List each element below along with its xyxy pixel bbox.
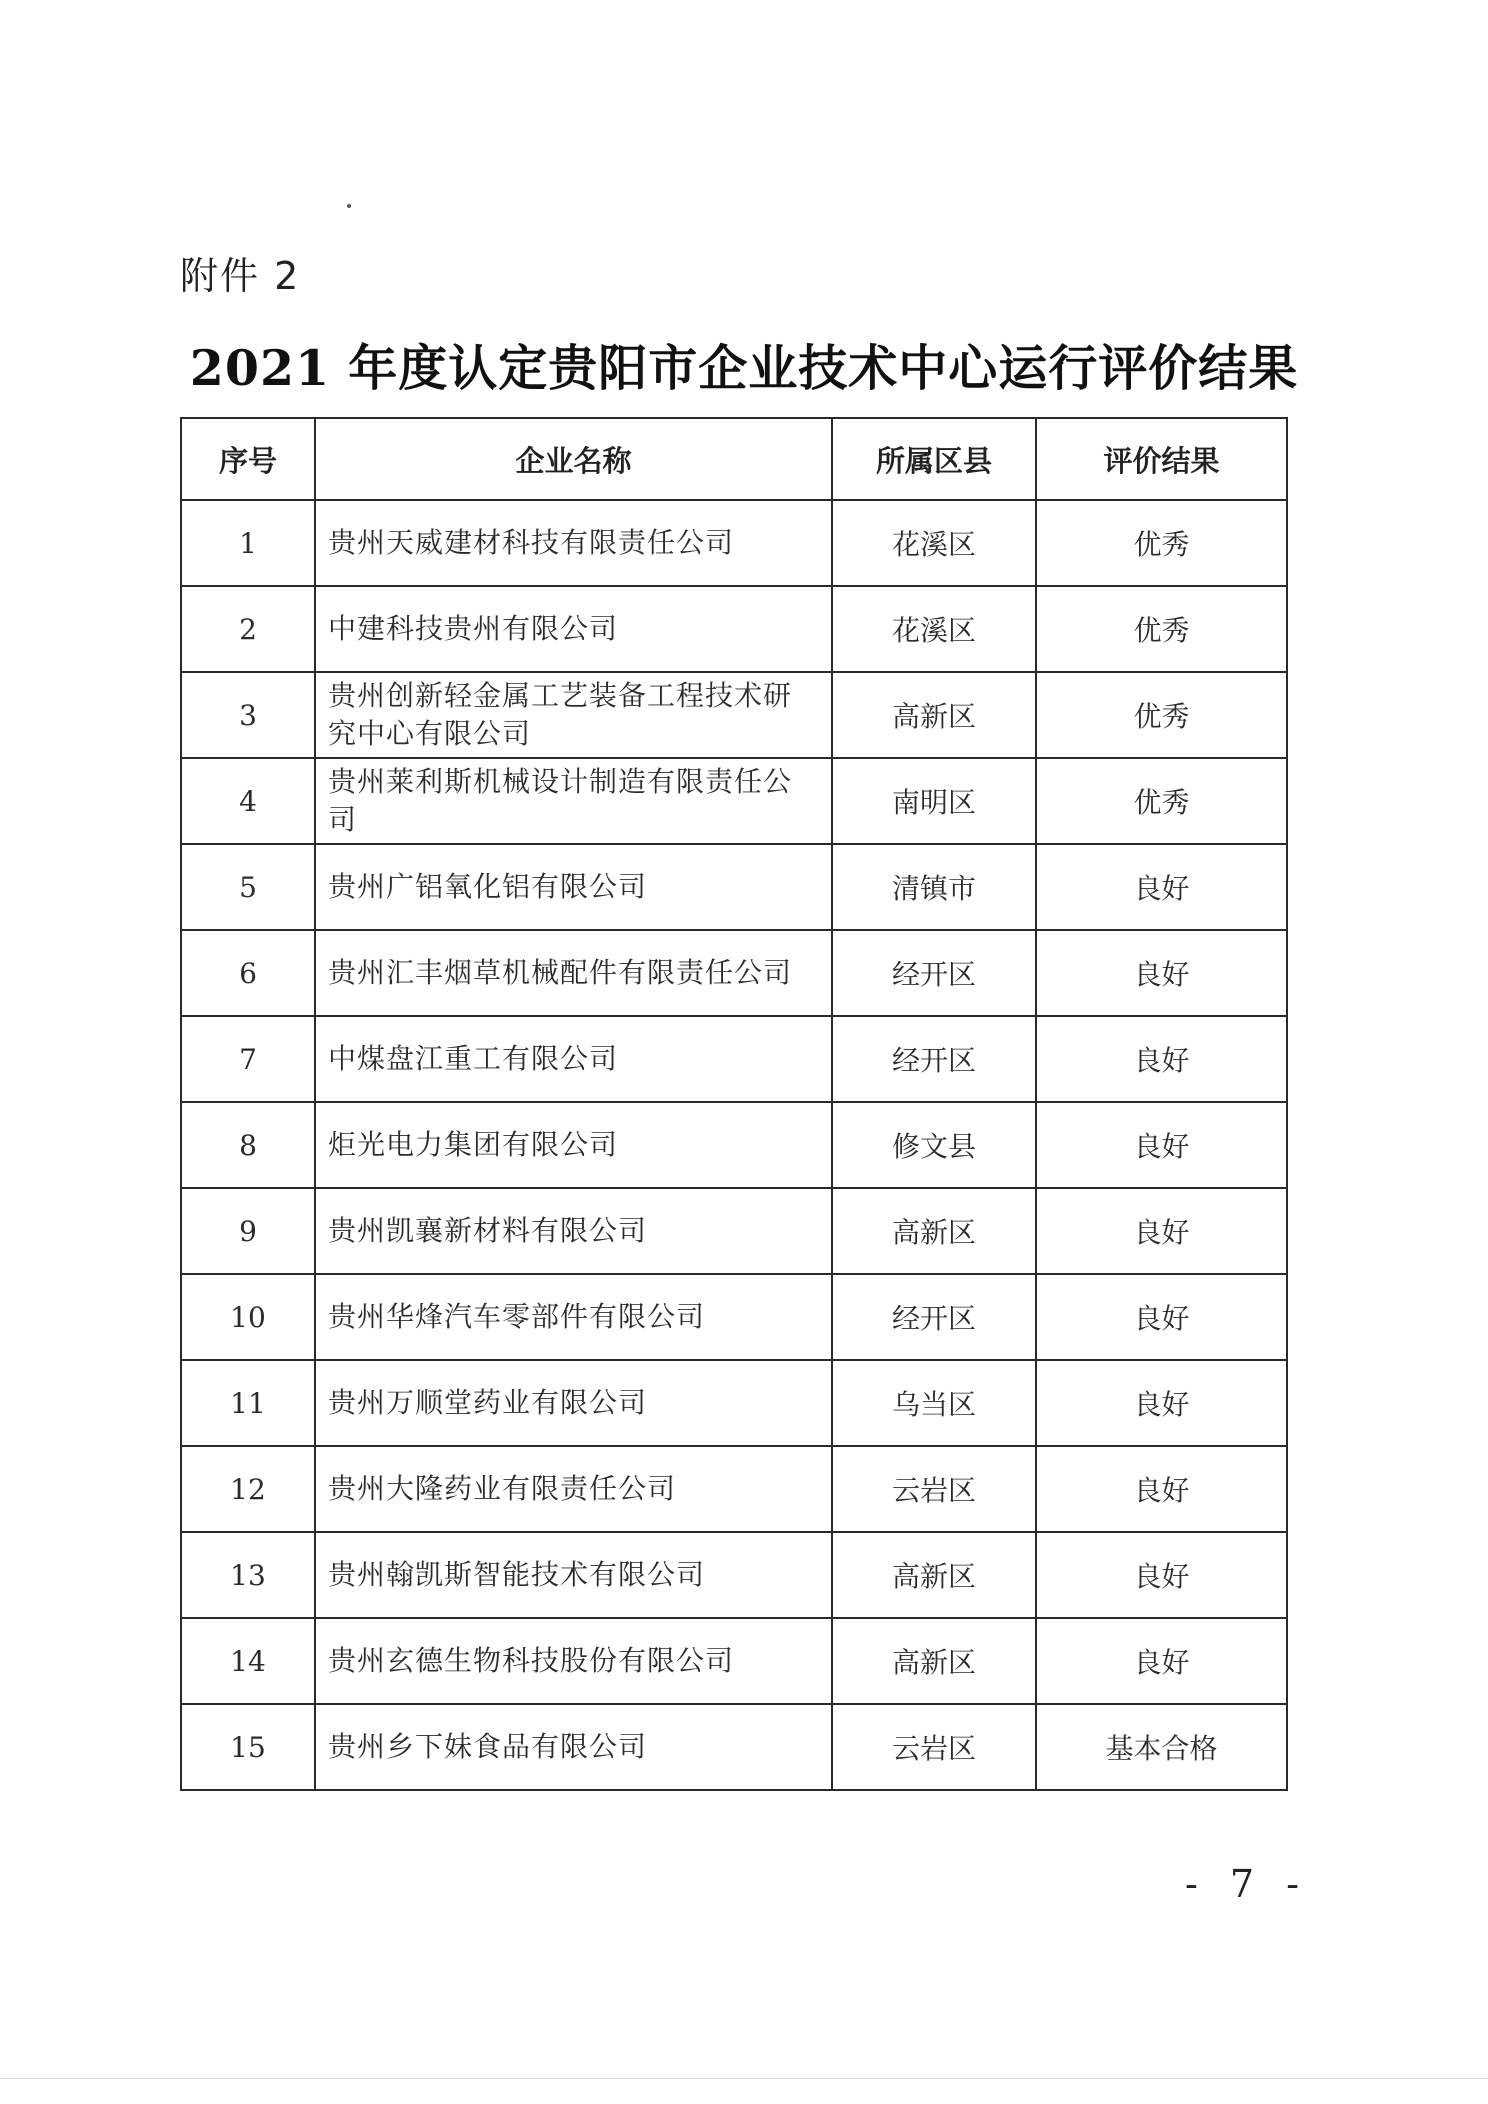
table-row xyxy=(181,1360,1287,1446)
district: 花溪区 xyxy=(832,586,1036,672)
table-row xyxy=(181,672,1287,758)
header-name: 企业名称 xyxy=(315,418,832,500)
company-name: 贵州万顺堂药业有限公司 xyxy=(315,1360,832,1446)
table-header-row xyxy=(181,418,1287,500)
company-name: 中建科技贵州有限公司 xyxy=(315,586,832,672)
district: 花溪区 xyxy=(832,500,1036,586)
row-number: 8 xyxy=(181,1102,315,1188)
row-number: 15 xyxy=(181,1704,315,1790)
table-row xyxy=(181,1016,1287,1102)
company-name: 贵州创新轻金属工艺装备工程技术研究中心有限公司 xyxy=(315,672,832,758)
row-number: 7 xyxy=(181,1016,315,1102)
table-row xyxy=(181,1274,1287,1360)
table-row xyxy=(181,844,1287,930)
table-row xyxy=(181,1532,1287,1618)
evaluation-result: 优秀 xyxy=(1036,500,1287,586)
evaluation-result: 良好 xyxy=(1036,1360,1287,1446)
company-name: 贵州天威建材科技有限责任公司 xyxy=(315,500,832,586)
district: 高新区 xyxy=(832,1532,1036,1618)
company-name: 贵州广铝氧化铝有限公司 xyxy=(315,844,832,930)
company-name: 中煤盘江重工有限公司 xyxy=(315,1016,832,1102)
table-row xyxy=(181,930,1287,1016)
company-name: 贵州华烽汽车零部件有限公司 xyxy=(315,1274,832,1360)
district: 经开区 xyxy=(832,930,1036,1016)
page-number: - 7 - xyxy=(1185,1862,1310,1906)
table-row xyxy=(181,1188,1287,1274)
district: 云岩区 xyxy=(832,1446,1036,1532)
company-name: 贵州大隆药业有限责任公司 xyxy=(315,1446,832,1532)
table-row xyxy=(181,1704,1287,1790)
results-table-container xyxy=(180,417,1286,1791)
evaluation-result: 良好 xyxy=(1036,1016,1287,1102)
table-row xyxy=(181,500,1287,586)
district: 乌当区 xyxy=(832,1360,1036,1446)
header-district: 所属区县 xyxy=(832,418,1036,500)
company-name: 贵州莱利斯机械设计制造有限责任公司 xyxy=(315,758,832,844)
table-body xyxy=(181,500,1287,1790)
results-table xyxy=(180,417,1288,1791)
table-row xyxy=(181,586,1287,672)
district: 云岩区 xyxy=(832,1704,1036,1790)
row-number: 10 xyxy=(181,1274,315,1360)
row-number: 5 xyxy=(181,844,315,930)
company-name: 贵州玄德生物科技股份有限公司 xyxy=(315,1618,832,1704)
header-result: 评价结果 xyxy=(1036,418,1287,500)
district: 高新区 xyxy=(832,672,1036,758)
company-name: 贵州汇丰烟草机械配件有限责任公司 xyxy=(315,930,832,1016)
company-name: 贵州乡下妹食品有限公司 xyxy=(315,1704,832,1790)
evaluation-result: 优秀 xyxy=(1036,586,1287,672)
page-title: 2021 年度认定贵阳市企业技术中心运行评价结果 xyxy=(189,339,1299,397)
district: 高新区 xyxy=(832,1188,1036,1274)
evaluation-result: 良好 xyxy=(1036,930,1287,1016)
header-no: 序号 xyxy=(181,418,315,500)
table-row xyxy=(181,1102,1287,1188)
district: 经开区 xyxy=(832,1274,1036,1360)
row-number: 14 xyxy=(181,1618,315,1704)
row-number: 11 xyxy=(181,1360,315,1446)
district: 修文县 xyxy=(832,1102,1036,1188)
row-number: 1 xyxy=(181,500,315,586)
district: 经开区 xyxy=(832,1016,1036,1102)
row-number: 12 xyxy=(181,1446,315,1532)
table-row xyxy=(181,758,1287,844)
company-name: 炬光电力集团有限公司 xyxy=(315,1102,832,1188)
evaluation-result: 良好 xyxy=(1036,844,1287,930)
evaluation-result: 良好 xyxy=(1036,1618,1287,1704)
evaluation-result: 优秀 xyxy=(1036,672,1287,758)
district: 清镇市 xyxy=(832,844,1036,930)
company-name: 贵州凯襄新材料有限公司 xyxy=(315,1188,832,1274)
company-name: 贵州翰凯斯智能技术有限公司 xyxy=(315,1532,832,1618)
scan-speck xyxy=(347,204,351,208)
evaluation-result: 基本合格 xyxy=(1036,1704,1287,1790)
evaluation-result: 良好 xyxy=(1036,1446,1287,1532)
district: 南明区 xyxy=(832,758,1036,844)
attachment-label: 附件 2 xyxy=(180,254,301,298)
evaluation-result: 优秀 xyxy=(1036,758,1287,844)
district: 高新区 xyxy=(832,1618,1036,1704)
row-number: 13 xyxy=(181,1532,315,1618)
evaluation-result: 良好 xyxy=(1036,1532,1287,1618)
table-row xyxy=(181,1618,1287,1704)
table-row xyxy=(181,1446,1287,1532)
scan-edge-line xyxy=(0,2078,1488,2079)
evaluation-result: 良好 xyxy=(1036,1102,1287,1188)
row-number: 6 xyxy=(181,930,315,1016)
row-number: 9 xyxy=(181,1188,315,1274)
evaluation-result: 良好 xyxy=(1036,1188,1287,1274)
row-number: 4 xyxy=(181,758,315,844)
evaluation-result: 良好 xyxy=(1036,1274,1287,1360)
row-number: 3 xyxy=(181,672,315,758)
row-number: 2 xyxy=(181,586,315,672)
